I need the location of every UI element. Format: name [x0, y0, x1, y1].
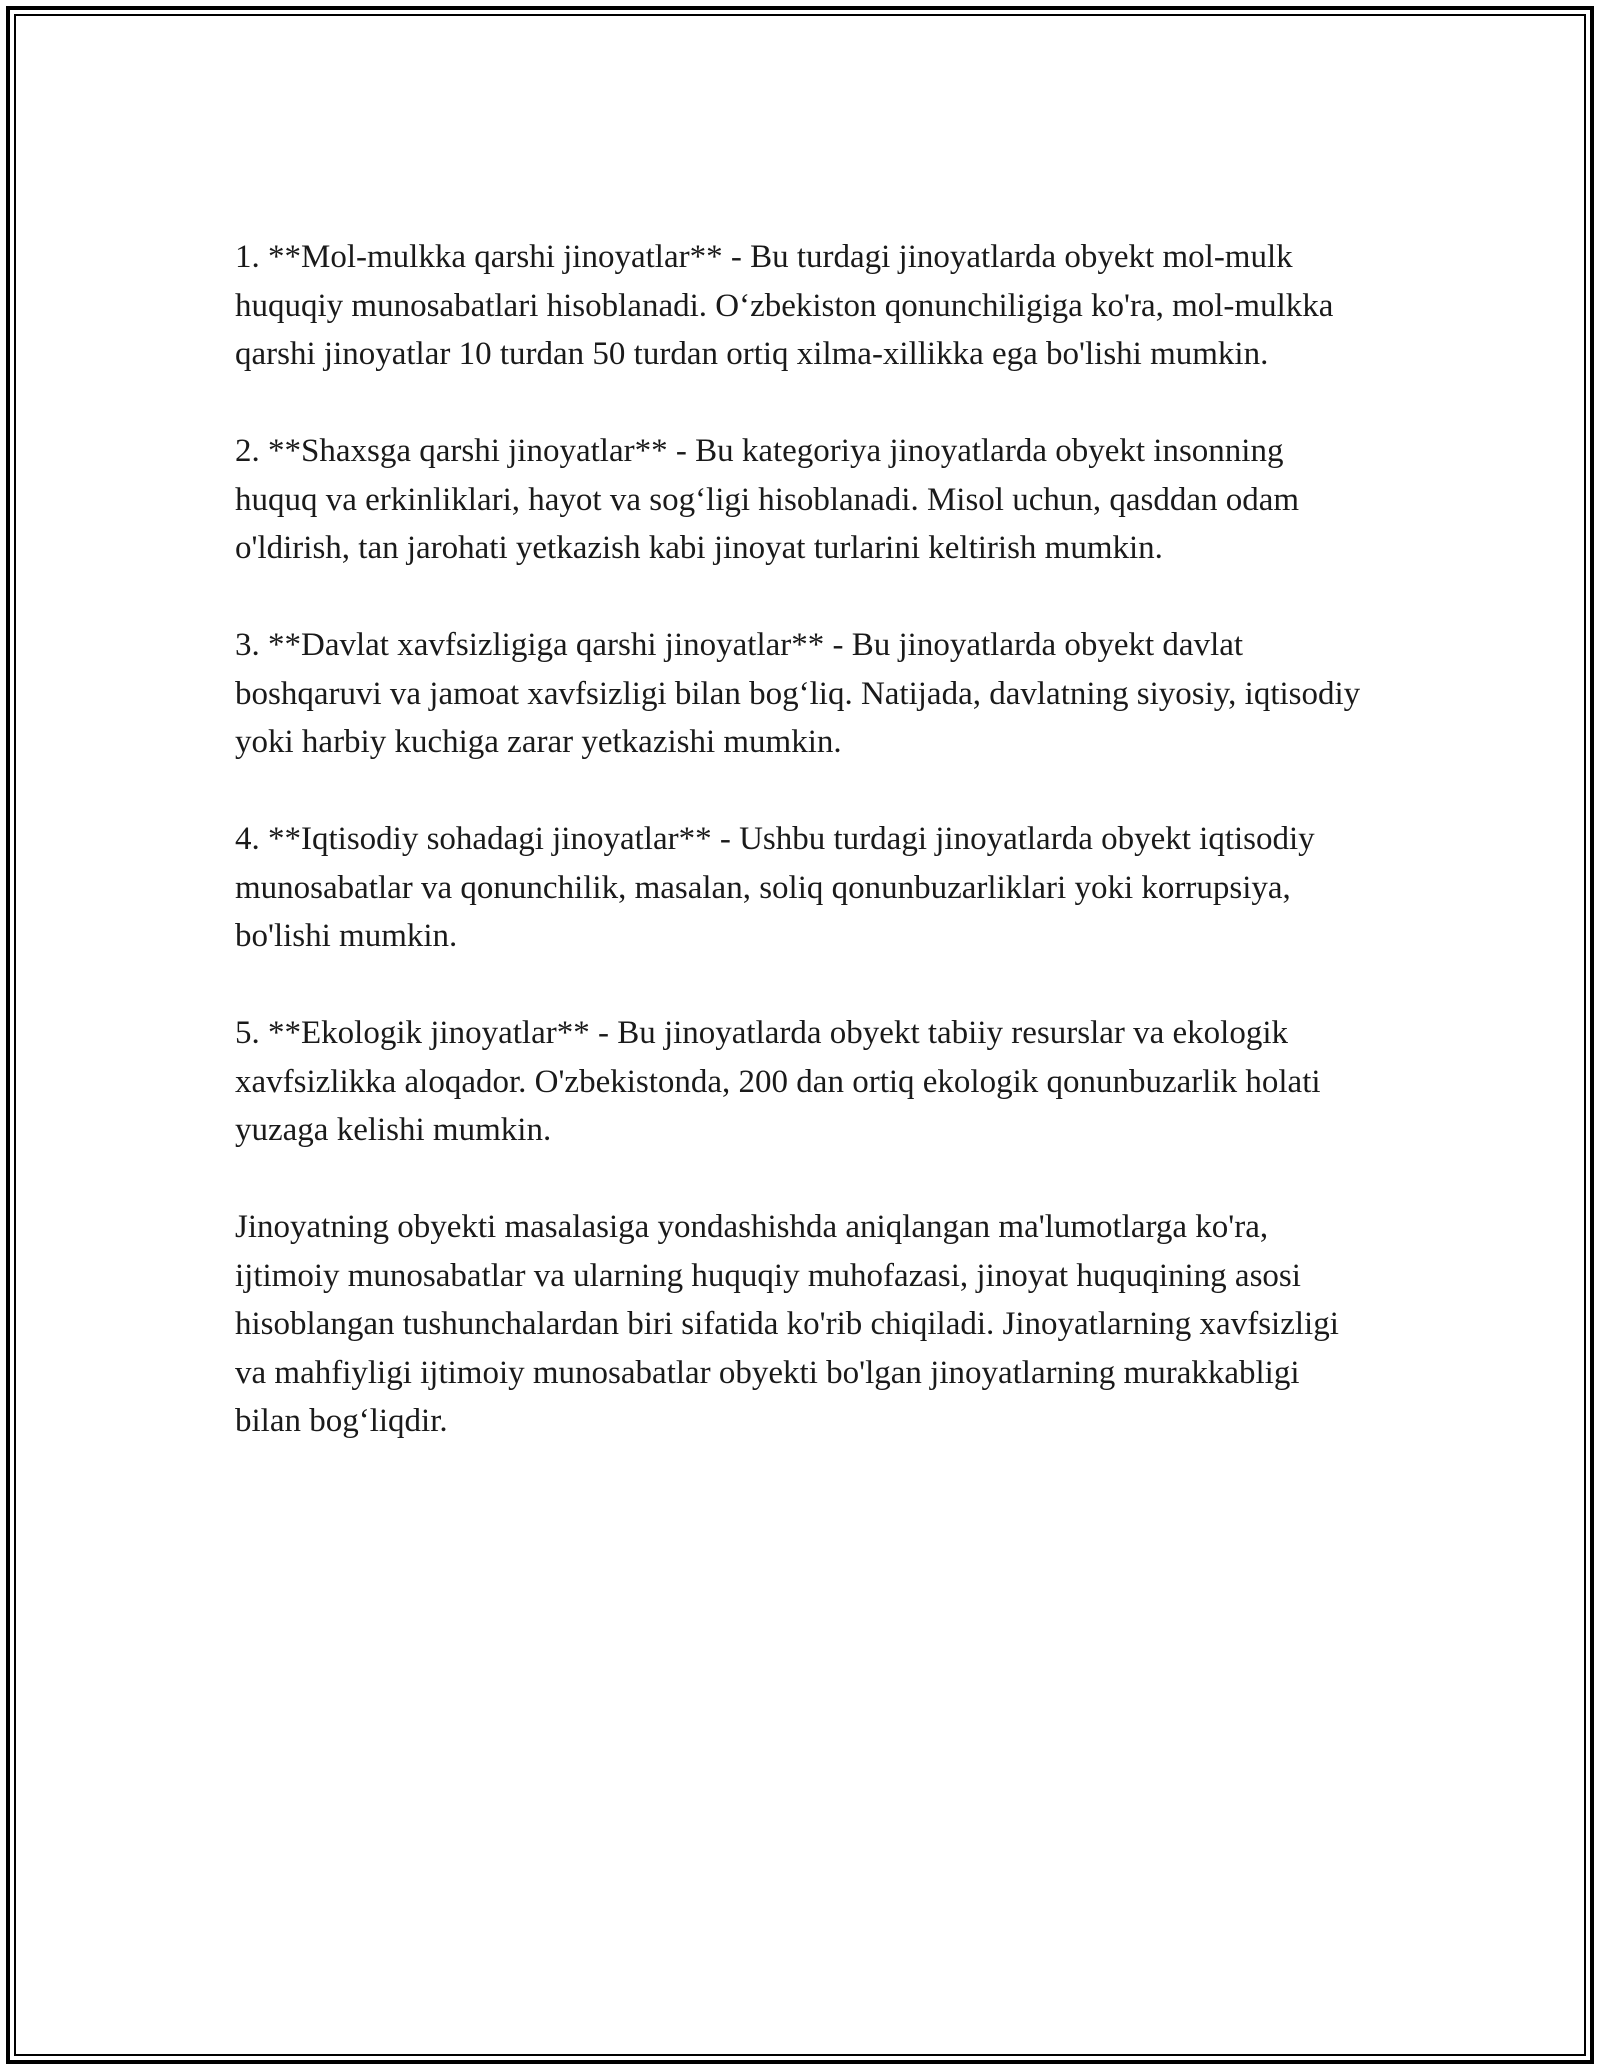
paragraph-property-crimes: 1. **Mol-mulkka qarshi jinoyatlar** - Bu turdagi jinoyatlarda obyekt mol-mulk huquqiy munosabatlari hisoblanadi. O‘zbekiston qonunchiligiga ko'ra, mol-mulkka qarshi jinoyatlar 10 turdan 50 turdan ortiq xilma-xillikka ega bo'lishi mumkin.: [235, 239, 1334, 372]
paragraph-economic-crimes: 4. **Iqtisodiy sohadagi jinoyatlar** - Ushbu turdagi jinoyatlarda obyekt iqtisodiy munosabatlar va qonunchilik, masalan, soliq qonunbuzarliklari yoki korrupsiya, bo'lishi mumkin.: [235, 821, 1315, 954]
paragraph-conclusion: Jinoyatning obyekti masalasiga yondashishda aniqlangan ma'lumotlarga ko'ra, ijtimoiy munosabatlar va ularning huquqiy muhofazasi, jinoyat huquqining asosi hisoblangan tushunchalardan biri sifatida ko'rib chiqiladi. Jinoyatlarning xavfsizligi va mahfiyligi ijtimoiy munosabatlar obyekti bo'lgan jinoyatlarning murakkabligi bilan bog‘liqdir.: [235, 1209, 1339, 1439]
document-body: [235, 233, 1365, 1446]
paragraph-state-security-crimes: 3. **Davlat xavfsizligiga qarshi jinoyatlar** - Bu jinoyatlarda obyekt davlat boshqaruvi va jamoat xavfsizligi bilan bog‘liq. Natijada, davlatning siyosiy, iqtisodiy yoki harbiy kuchiga zarar yetkazishi mumkin.: [235, 627, 1361, 760]
paragraph-crimes-against-person: 2. **Shaxsga qarshi jinoyatlar** - Bu kategoriya jinoyatlarda obyekt insonning huquq va erkinliklari, hayot va sog‘ligi hisoblanadi. Misol uchun, qasddan odam o'ldirish, tan jarohati yetkazish kabi jinoyat turlarini keltirish mumkin.: [235, 433, 1300, 566]
paragraph-ecological-crimes: 5. **Ekologik jinoyatlar** - Bu jinoyatlarda obyekt tabiiy resurslar va ekologik xavfsizlikka aloqador. O'zbekistonda, 200 dan ortiq ekologik qonunbuzarlik holati yuzaga kelishi mumkin.: [235, 1015, 1321, 1148]
